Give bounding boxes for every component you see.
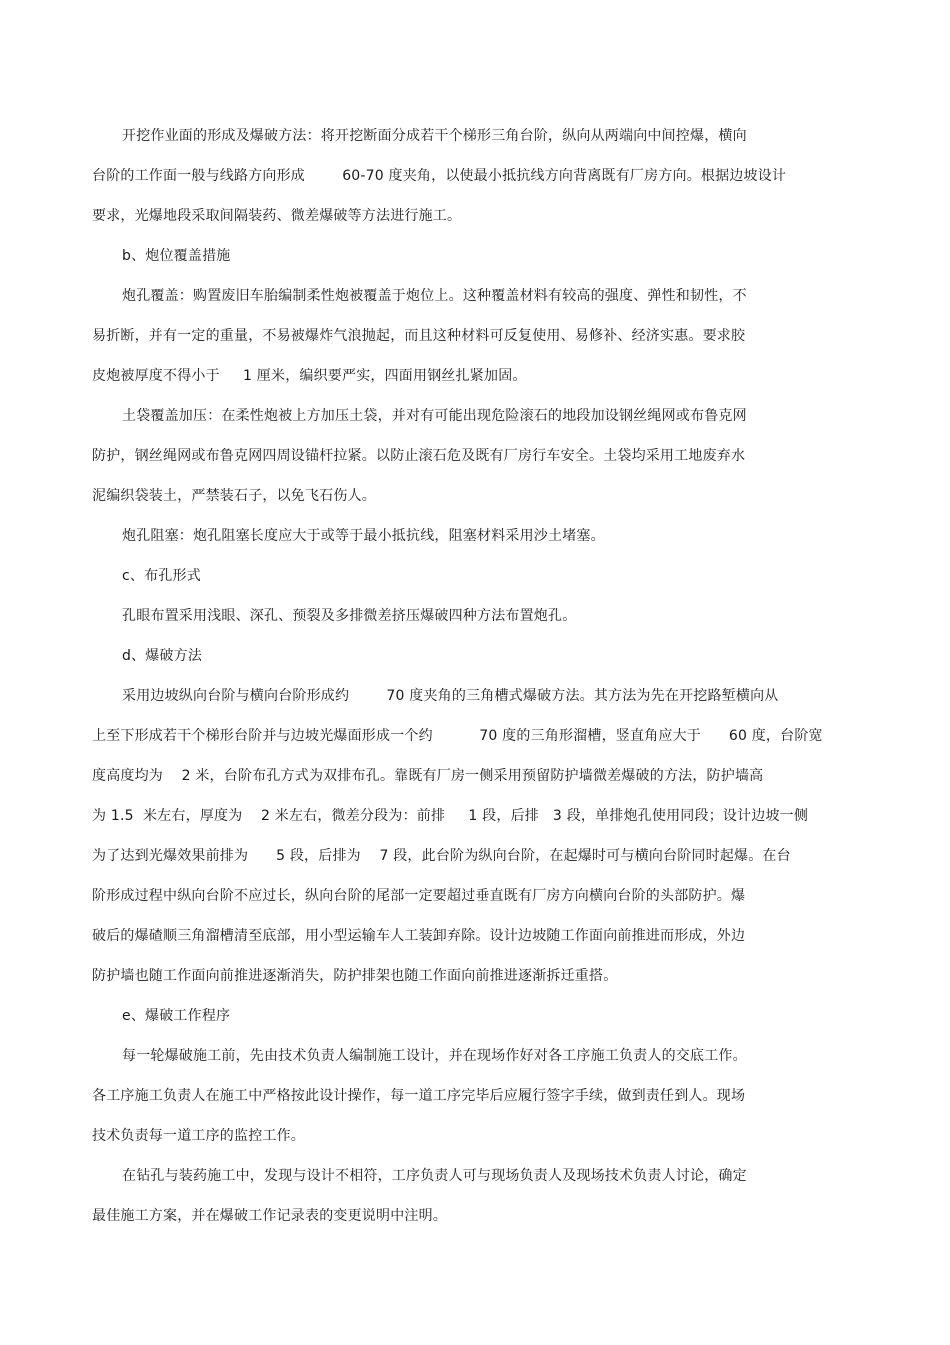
section-heading: b、炮位覆盖措施 — [122, 248, 231, 264]
text-line: 开挖作业面的形成及爆破方法：将开挖断面分成若干个梯形三角台阶，纵向从两端向中间控爆，横向 — [122, 128, 747, 144]
text-line: 技术负责每一道工序的监控工作。 — [92, 1128, 305, 1144]
text-line: 最佳施工方案，并在爆破工作记录表的变更说明中注明。 — [92, 1208, 447, 1224]
text-line: 采用边坡纵向台阶与横向台阶形成约 70 度夹角的三角槽式爆破方法。其方法为先在开挖路堑横向从 — [122, 688, 779, 704]
text-line: 为 1.5 米左右，厚度为 2 米左右，微差分段为：前排 1 段，后排 3 段，单排炮孔使用同段；设计边坡一侧 — [92, 808, 809, 824]
text-line: 为了达到光爆效果前排为 5 段，后排为 7 段，此台阶为纵向台阶，在起爆时可与横向台阶同时起爆。在台 — [92, 848, 791, 864]
text-line: 度高度均为 2 米，台阶布孔方式为双排布孔。靠既有厂房一侧采用预留防护墙微差爆破的方法，防护墙高 — [92, 768, 764, 784]
text-line: 土袋覆盖加压：在柔性炮被上方加压土袋，并对有可能出现危险滚石的地段加设钢丝绳网或布鲁克网 — [122, 408, 747, 424]
text-line: 皮炮被厚度不得小于 1 厘米，编织要严实，四面用钢丝扎紧加固。 — [92, 368, 527, 384]
text-line: 泥编织袋装土，严禁装石子，以免飞石伤人。 — [92, 488, 376, 504]
text-line: 炮孔阻塞：炮孔阻塞长度应大于或等于最小抵抗线，阻塞材料采用沙土堵塞。 — [122, 528, 605, 544]
text-line: 每一轮爆破施工前，先由技术负责人编制施工设计，并在现场作好对各工序施工负责人的交底工作。 — [122, 1048, 747, 1064]
text-line: 防护，钢丝绳网或布鲁克网四周设锚杆拉紧。以防止滚石危及既有厂房行车安全。土袋均采用工地废弃水 — [92, 448, 746, 464]
text-line: 炮孔覆盖：购置废旧车胎编制柔性炮被覆盖于炮位上。这种覆盖材料有较高的强度、弹性和韧性，不 — [122, 288, 747, 304]
text-line: 孔眼布置采用浅眼、深孔、预裂及多排微差挤压爆破四种方法布置炮孔。 — [122, 608, 577, 624]
text-line: 上至下形成若干个梯形台阶并与边坡光爆面形成一个约 70 度的三角形溜槽，竖直角应大于 60 度，台阶宽 — [92, 728, 823, 744]
text-line: 要求，光爆地段采取间隔装药、微差爆破等方法进行施工。 — [92, 208, 462, 224]
section-heading: d、爆破方法 — [122, 648, 203, 664]
text-line: 易折断，并有一定的重量，不易被爆炸气浪抛起，而且这种材料可反复使用、易修补、经济实惠。要求胶 — [92, 328, 746, 344]
text-line: 台阶的工作面一般与线路方向形成 60-70 度夹角，以使最小抵抗线方向背离既有厂房方向。根据边坡设计 — [92, 168, 787, 184]
text-line: 在钻孔与装药施工中，发现与设计不相符，工序负责人可与现场负责人及现场技术负责人讨论，确定 — [122, 1168, 747, 1184]
text-line: 各工序施工负责人在施工中严格按此设计操作，每一道工序完毕后应履行签字手续，做到责任到人。现场 — [92, 1088, 746, 1104]
section-heading: c、布孔形式 — [122, 568, 201, 584]
text-line: 破后的爆碴顺三角溜槽清至底部，用小型运输车人工装卸弃除。设计边坡随工作面向前推进而形成，外边 — [92, 928, 746, 944]
text-line: 防护墙也随工作面向前推进逐渐消失，防护排架也随工作面向前推进逐渐拆迁重搭。 — [92, 968, 618, 984]
text-line: 阶形成过程中纵向台阶不应过长，纵向台阶的尾部一定要超过垂直既有厂房方向横向台阶的头部防护。爆 — [92, 888, 746, 904]
section-heading: e、爆破工作程序 — [122, 1008, 231, 1024]
